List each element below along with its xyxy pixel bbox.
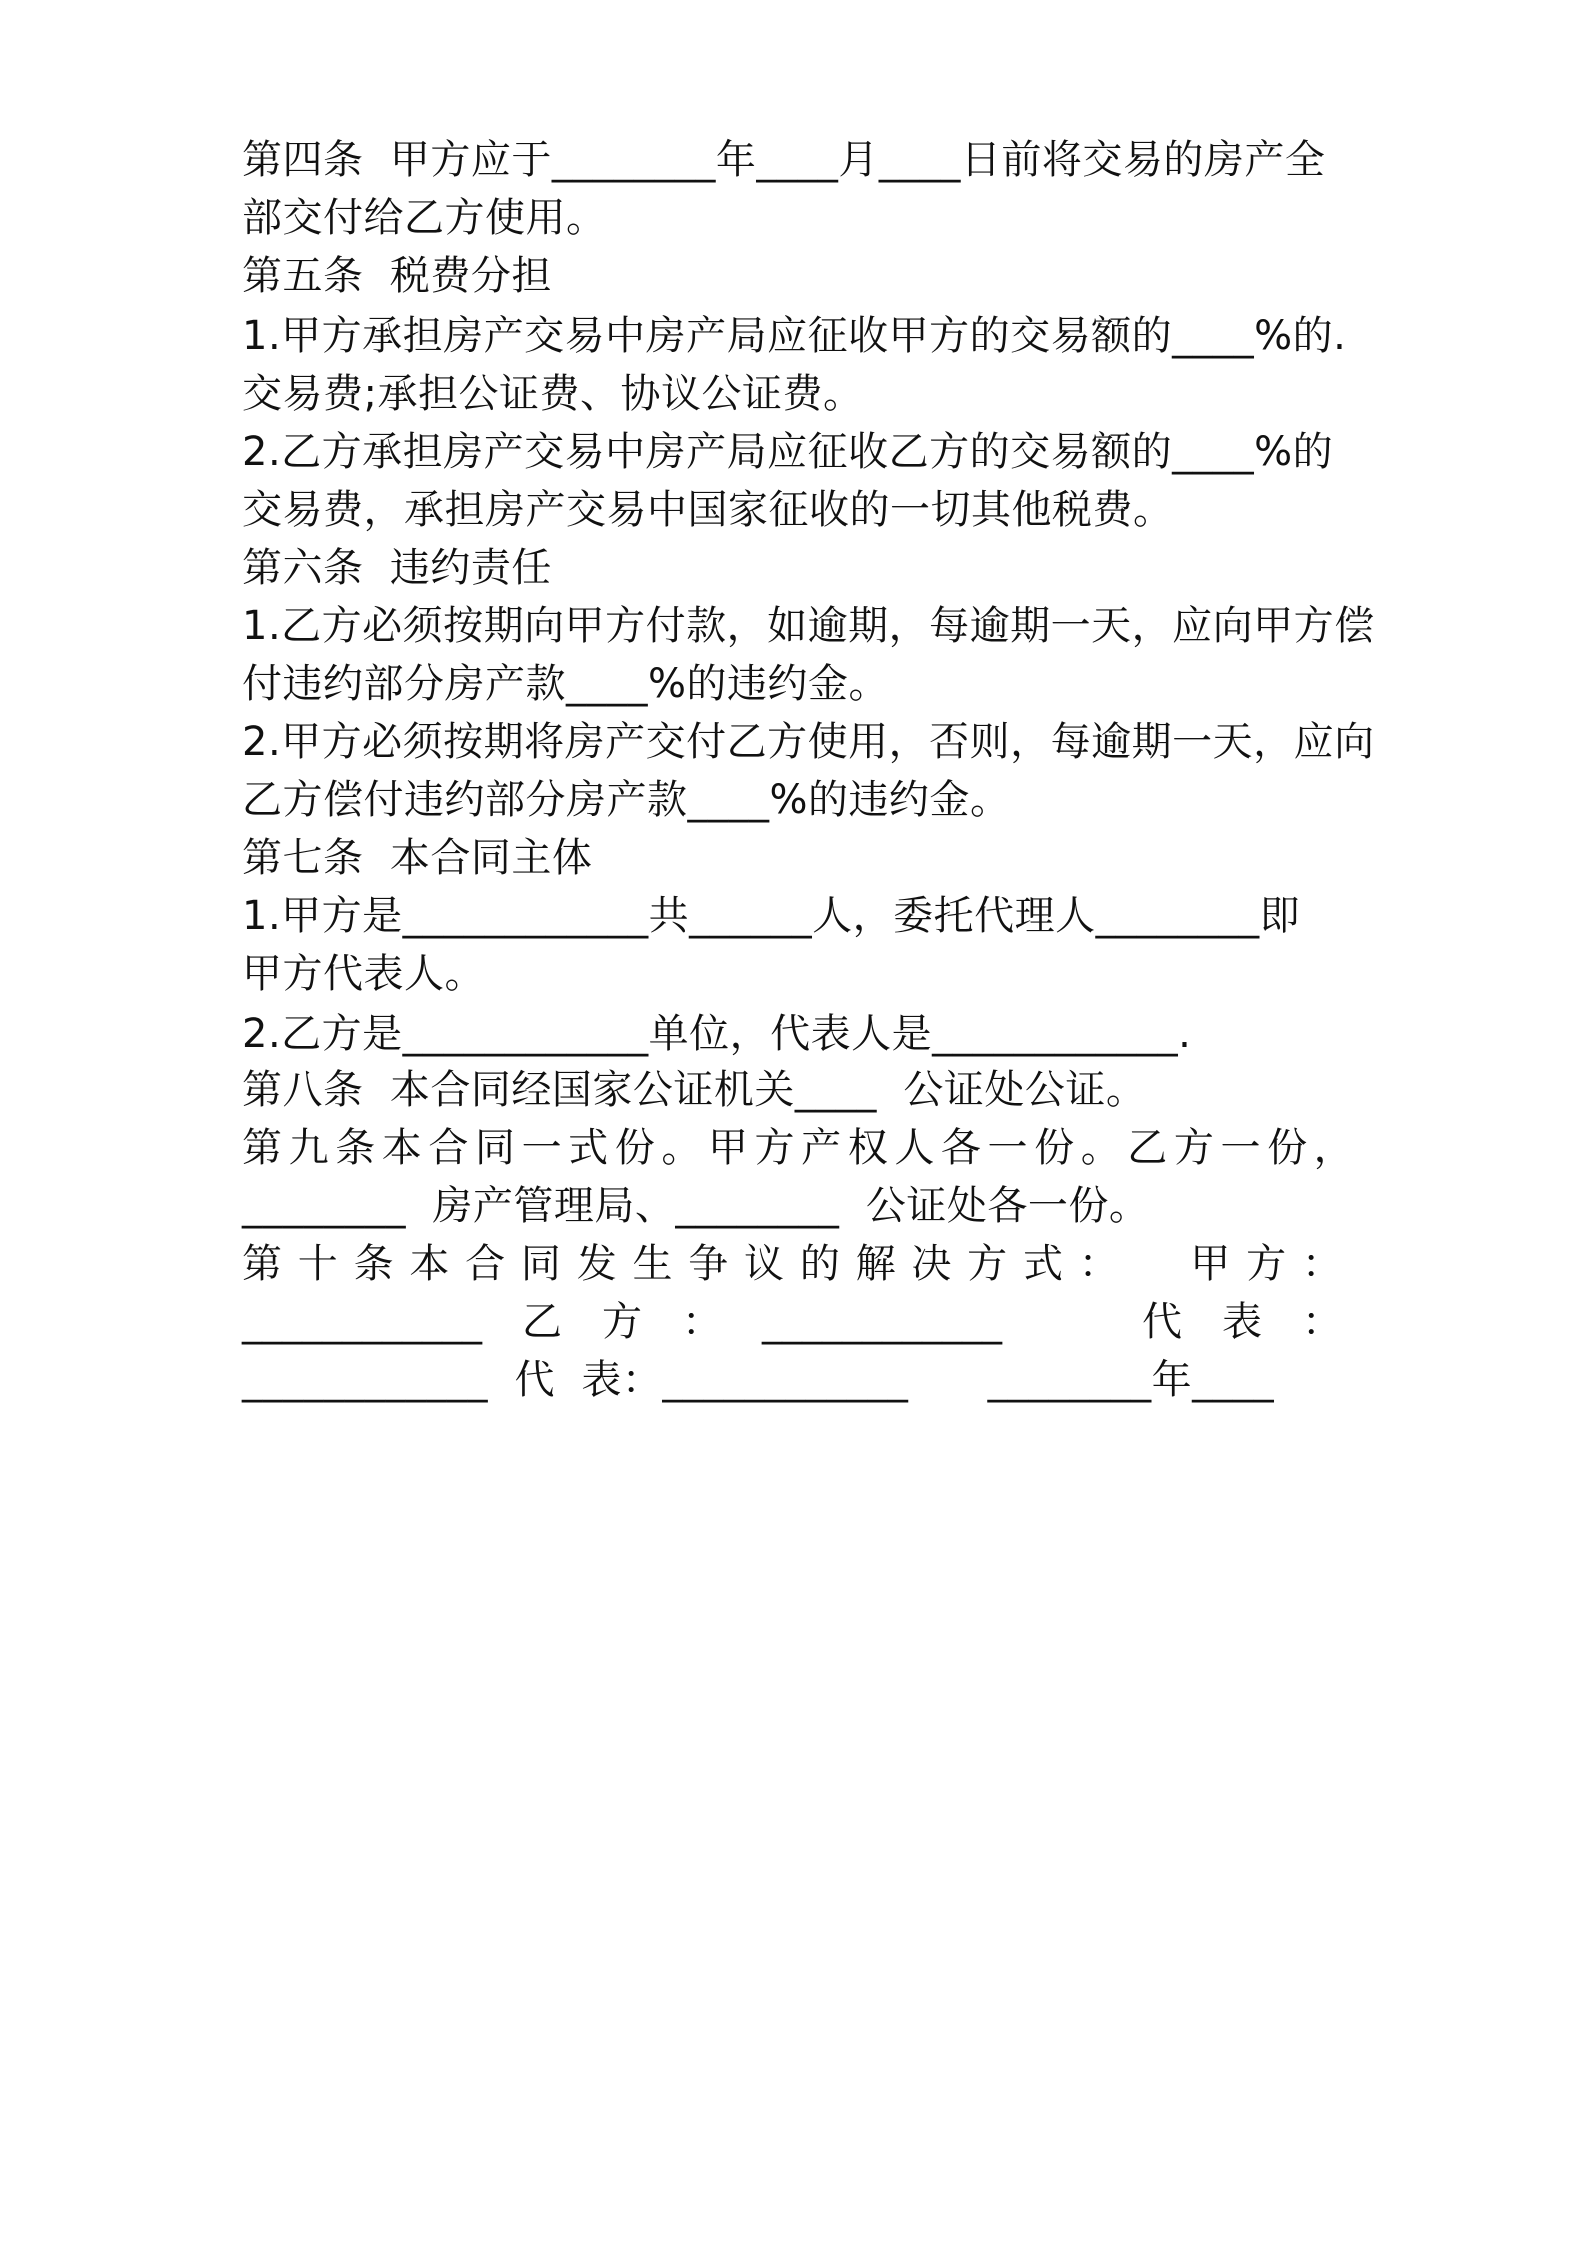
char: 式	[568, 1125, 609, 1171]
article-7-item-1-line-1: 1.甲方是____________共______人，委托代理人________即	[242, 893, 1301, 939]
char: ：	[682, 1299, 722, 1345]
char: 九	[288, 1125, 329, 1171]
char: 各	[940, 1125, 981, 1171]
char: 议	[744, 1241, 785, 1287]
char: 合	[465, 1241, 506, 1287]
char: 方	[967, 1241, 1008, 1287]
char: 第	[242, 1241, 282, 1287]
article-6-item-2-line-2: 乙方偿付违约部分房产款____%的违约金。	[242, 777, 1011, 823]
char: 份	[1034, 1125, 1075, 1171]
article-6-item-1-line-1: 1.乙方必须按期向甲方付款，如逾期，每逾期一天，应向甲方偿	[242, 603, 1375, 649]
blank: ____________	[662, 1357, 909, 1403]
char: 表	[1222, 1299, 1262, 1345]
article-5-item-1-line-2: 交易费;承担公证费、协议公证费。	[242, 371, 864, 417]
char: ：	[1301, 1241, 1342, 1287]
char: 合	[428, 1125, 469, 1171]
article-4-line-2: 部交付给乙方使用。	[242, 195, 607, 241]
char: 一	[987, 1125, 1028, 1171]
char: 一	[521, 1125, 562, 1171]
article-7-heading: 第七条 本合同主体	[242, 835, 593, 881]
char: 份	[614, 1125, 655, 1171]
article-6-item-2-line-1: 2.甲方必须按期将房产交付乙方使用，否则，每逾期一天，应向	[242, 719, 1375, 765]
char: 甲	[707, 1125, 748, 1171]
char: 权	[847, 1125, 888, 1171]
char: 生	[632, 1241, 673, 1287]
char: 的	[799, 1241, 840, 1287]
article-6-heading: 第六条 违约责任	[242, 545, 552, 591]
char: 甲	[1190, 1241, 1231, 1287]
char: 第	[242, 1125, 282, 1171]
char: 方	[754, 1125, 795, 1171]
char: 同	[520, 1241, 561, 1287]
char: ：	[1078, 1241, 1119, 1287]
char: 方	[1246, 1241, 1287, 1287]
signature-line-1	[242, 1296, 1342, 1348]
char: 同	[474, 1125, 515, 1171]
char: 条	[335, 1125, 376, 1171]
article-5-item-2-line-2: 交易费，承担房产交易中国家征收的一切其他税费。	[242, 487, 1174, 533]
char: 产	[801, 1125, 842, 1171]
article-5-heading: 第五条 税费分担	[242, 253, 552, 299]
blank: ____________	[242, 1357, 488, 1403]
char: 人	[894, 1125, 935, 1171]
char: 解	[855, 1241, 896, 1287]
char: 。	[1080, 1125, 1121, 1171]
article-4-line-1: 第四条 甲方应于________年____月____日前将交易的房产全	[242, 137, 1326, 183]
char: 式	[1022, 1241, 1063, 1287]
date-blank: ________年____	[987, 1357, 1275, 1403]
char: 方	[1173, 1125, 1214, 1171]
char: 决	[911, 1241, 952, 1287]
article-7-item-2: 2.乙方是____________单位，代表人是____________.	[242, 1011, 1192, 1057]
char: 乙	[522, 1299, 562, 1345]
char: 份	[1267, 1125, 1308, 1171]
char: 争	[688, 1241, 729, 1287]
char: 本	[381, 1125, 422, 1171]
char: 表：	[581, 1357, 663, 1403]
char: 发	[576, 1241, 617, 1287]
article-10-line-1	[242, 1238, 1342, 1290]
char: 本	[409, 1241, 450, 1287]
char: ，	[1313, 1125, 1354, 1171]
article-6-item-1-line-2: 付违约部分房产款____%的违约金。	[242, 661, 890, 707]
char: 条	[353, 1241, 394, 1287]
char: 。	[661, 1125, 702, 1171]
char: ：	[1302, 1299, 1342, 1345]
char: 乙	[1127, 1125, 1168, 1171]
char: 代	[1142, 1299, 1182, 1345]
signature-line-2	[242, 1354, 1352, 1406]
article-9-line-1	[242, 1122, 1354, 1174]
blank: ____________	[242, 1299, 482, 1345]
article-5-item-2-line-1: 2.乙方承担房产交易中房产局应征收乙方的交易额的____%的	[242, 429, 1334, 475]
article-8: 第八条 本合同经国家公证机关____ 公证处公证。	[242, 1067, 1147, 1113]
article-7-item-1-line-2: 甲方代表人。	[242, 951, 485, 997]
char: 十	[297, 1241, 338, 1287]
char: 一	[1220, 1125, 1261, 1171]
char: 代	[514, 1357, 555, 1403]
article-5-item-1-line-1: 1.甲方承担房产交易中房产局应征收甲方的交易额的____%的.	[242, 313, 1347, 359]
char: 方	[602, 1299, 642, 1345]
article-9-line-2: ________ 房产管理局、________ 公证处各一份。	[242, 1183, 1150, 1229]
blank: ____________	[762, 1299, 1002, 1345]
